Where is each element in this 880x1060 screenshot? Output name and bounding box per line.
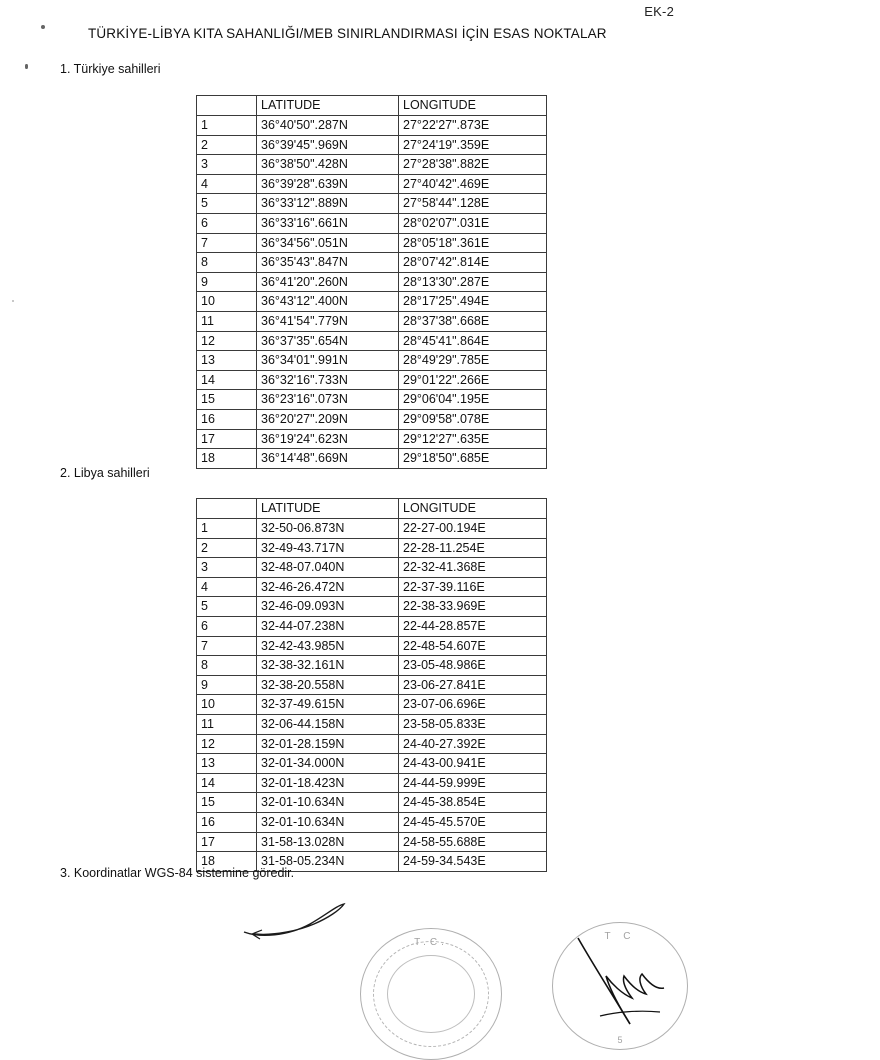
cell-latitude: 36°23'16".073N — [257, 390, 399, 410]
cell-longitude: 28°45'41".864E — [399, 331, 547, 351]
cell-index: 9 — [197, 272, 257, 292]
cell-index: 1 — [197, 116, 257, 136]
cell-index: 7 — [197, 636, 257, 656]
cell-longitude: 27°24'19".359E — [399, 135, 547, 155]
cell-latitude: 32-38-20.558N — [257, 675, 399, 695]
cell-index: 14 — [197, 773, 257, 793]
table-row — [197, 636, 547, 656]
cell-latitude: 36°41'20".260N — [257, 272, 399, 292]
cell-latitude: 36°43'12".400N — [257, 292, 399, 312]
scan-speck — [12, 300, 14, 302]
cell-index: 8 — [197, 656, 257, 676]
table-row — [197, 519, 547, 539]
cell-latitude: 36°33'12".889N — [257, 194, 399, 214]
table-row — [197, 390, 547, 410]
cell-longitude: 28°17'25".494E — [399, 292, 547, 312]
cell-index: 3 — [197, 155, 257, 175]
cell-latitude: 32-48-07.040N — [257, 558, 399, 578]
cell-latitude: 36°19'24".623N — [257, 429, 399, 449]
cell-longitude: 29°09'58".078E — [399, 409, 547, 429]
scan-speck — [41, 25, 45, 29]
table-row — [197, 253, 547, 273]
cell-longitude: 22-27-00.194E — [399, 519, 547, 539]
column-header-latitude: LATITUDE — [257, 96, 399, 116]
cell-longitude: 28°37'38".668E — [399, 311, 547, 331]
table-row — [197, 272, 547, 292]
cell-index: 14 — [197, 370, 257, 390]
cell-index: 2 — [197, 538, 257, 558]
table-row — [197, 616, 547, 636]
signature-right — [560, 920, 680, 1040]
column-header-index — [197, 499, 257, 519]
table-row — [197, 773, 547, 793]
cell-latitude: 32-46-09.093N — [257, 597, 399, 617]
cell-latitude: 32-50-06.873N — [257, 519, 399, 539]
cell-index: 17 — [197, 429, 257, 449]
cell-latitude: 32-01-10.634N — [257, 793, 399, 813]
cell-longitude: 22-44-28.857E — [399, 616, 547, 636]
cell-index: 18 — [197, 852, 257, 872]
table-row — [197, 449, 547, 469]
table-row — [197, 754, 547, 774]
column-header-latitude: LATITUDE — [257, 499, 399, 519]
table-row — [197, 409, 547, 429]
cell-longitude: 24-40-27.392E — [399, 734, 547, 754]
cell-index: 2 — [197, 135, 257, 155]
cell-longitude: 22-38-33.969E — [399, 597, 547, 617]
cell-index: 6 — [197, 616, 257, 636]
cell-longitude: 24-43-00.941E — [399, 754, 547, 774]
cell-latitude: 32-01-28.159N — [257, 734, 399, 754]
cell-index: 13 — [197, 754, 257, 774]
cell-longitude: 29°06'04".195E — [399, 390, 547, 410]
page-title: TÜRKİYE-LİBYA KITA SAHANLIĞI/MEB SINIRLANDIRMASI İÇİN ESAS NOKTALAR — [88, 26, 607, 41]
table-row — [197, 292, 547, 312]
table-row — [197, 116, 547, 136]
table-row — [197, 155, 547, 175]
table-row — [197, 213, 547, 233]
cell-index: 4 — [197, 174, 257, 194]
table-row — [197, 812, 547, 832]
cell-latitude: 32-01-34.000N — [257, 754, 399, 774]
cell-longitude: 29°01'22".266E — [399, 370, 547, 390]
table-row — [197, 656, 547, 676]
table-row — [197, 832, 547, 852]
scan-speck — [25, 64, 28, 69]
cell-index: 16 — [197, 812, 257, 832]
cell-index: 9 — [197, 675, 257, 695]
table-row — [197, 793, 547, 813]
cell-longitude: 28°49'29".785E — [399, 351, 547, 371]
cell-index: 10 — [197, 695, 257, 715]
cell-index: 11 — [197, 714, 257, 734]
cell-index: 7 — [197, 233, 257, 253]
official-stamp-left — [360, 928, 502, 1060]
cell-longitude: 24-45-45.570E — [399, 812, 547, 832]
cell-latitude: 32-49-43.717N — [257, 538, 399, 558]
table-header-row — [197, 96, 547, 116]
cell-longitude: 23-07-06.696E — [399, 695, 547, 715]
stamp-right-number: 5 — [617, 1035, 623, 1045]
table-row — [197, 351, 547, 371]
cell-longitude: 23-06-27.841E — [399, 675, 547, 695]
table-row — [197, 714, 547, 734]
table-row — [197, 429, 547, 449]
table-row — [197, 174, 547, 194]
cell-latitude: 36°39'28".639N — [257, 174, 399, 194]
cell-index: 15 — [197, 793, 257, 813]
cell-latitude: 32-44-07.238N — [257, 616, 399, 636]
cell-index: 11 — [197, 311, 257, 331]
stamp-ring-inner — [387, 955, 475, 1033]
cell-latitude: 32-06-44.158N — [257, 714, 399, 734]
section-heading-libya: 2. Libya sahilleri — [60, 466, 150, 480]
cell-longitude: 24-58-55.688E — [399, 832, 547, 852]
cell-index: 6 — [197, 213, 257, 233]
cell-index: 1 — [197, 519, 257, 539]
cell-index: 5 — [197, 194, 257, 214]
cell-latitude: 32-01-10.634N — [257, 812, 399, 832]
cell-longitude: 29°18'50".685E — [399, 449, 547, 469]
cell-latitude: 36°37'35".654N — [257, 331, 399, 351]
table-row — [197, 311, 547, 331]
section-heading-datum-note: 3. Koordinatlar WGS-84 sistemine göredir. — [60, 866, 295, 880]
stamp-left-text: T.C. — [414, 937, 448, 948]
cell-longitude: 23-58-05.833E — [399, 714, 547, 734]
table-row — [197, 695, 547, 715]
table-row — [197, 370, 547, 390]
cell-latitude: 36°40'50".287N — [257, 116, 399, 136]
cell-longitude: 27°28'38".882E — [399, 155, 547, 175]
cell-index: 8 — [197, 253, 257, 273]
signature-left — [240, 898, 350, 948]
cell-longitude: 22-37-39.116E — [399, 577, 547, 597]
table-libya-coordinates — [196, 498, 547, 872]
cell-latitude: 31-58-13.028N — [257, 832, 399, 852]
cell-longitude: 24-45-38.854E — [399, 793, 547, 813]
annex-label: EK-2 — [644, 4, 674, 19]
cell-longitude: 27°58'44".128E — [399, 194, 547, 214]
cell-longitude: 27°22'27".873E — [399, 116, 547, 136]
table-row — [197, 597, 547, 617]
cell-index: 12 — [197, 734, 257, 754]
section-heading-turkey: 1. Türkiye sahilleri — [60, 62, 161, 76]
cell-latitude: 32-38-32.161N — [257, 656, 399, 676]
cell-longitude: 28°13'30".287E — [399, 272, 547, 292]
cell-longitude: 24-59-34.543E — [399, 852, 547, 872]
cell-longitude: 22-32-41.368E — [399, 558, 547, 578]
column-header-index — [197, 96, 257, 116]
cell-latitude: 32-37-49.615N — [257, 695, 399, 715]
table-row — [197, 331, 547, 351]
cell-latitude: 36°20'27".209N — [257, 409, 399, 429]
table-header-row — [197, 499, 547, 519]
stamp-right-text: T C — [604, 931, 636, 942]
cell-longitude: 27°40'42".469E — [399, 174, 547, 194]
cell-longitude: 22-28-11.254E — [399, 538, 547, 558]
cell-index: 15 — [197, 390, 257, 410]
cell-latitude: 31-58-05.234N — [257, 852, 399, 872]
table-row — [197, 538, 547, 558]
cell-index: 4 — [197, 577, 257, 597]
cell-latitude: 36°32'16".733N — [257, 370, 399, 390]
cell-index: 18 — [197, 449, 257, 469]
cell-latitude: 36°33'16".661N — [257, 213, 399, 233]
cell-longitude: 28°07'42".814E — [399, 253, 547, 273]
table-turkey-coordinates — [196, 95, 547, 469]
cell-longitude: 28°02'07".031E — [399, 213, 547, 233]
table-row — [197, 194, 547, 214]
column-header-longitude: LONGITUDE — [399, 499, 547, 519]
table-row — [197, 675, 547, 695]
cell-latitude: 32-46-26.472N — [257, 577, 399, 597]
cell-latitude: 32-01-18.423N — [257, 773, 399, 793]
cell-index: 13 — [197, 351, 257, 371]
table-row — [197, 135, 547, 155]
cell-latitude: 36°34'56".051N — [257, 233, 399, 253]
cell-latitude: 36°41'54".779N — [257, 311, 399, 331]
table-row — [197, 734, 547, 754]
cell-longitude: 22-48-54.607E — [399, 636, 547, 656]
cell-latitude: 36°38'50".428N — [257, 155, 399, 175]
cell-index: 3 — [197, 558, 257, 578]
cell-latitude: 36°39'45".969N — [257, 135, 399, 155]
cell-index: 5 — [197, 597, 257, 617]
cell-index: 10 — [197, 292, 257, 312]
cell-longitude: 23-05-48.986E — [399, 656, 547, 676]
table-row — [197, 233, 547, 253]
cell-latitude: 36°14'48".669N — [257, 449, 399, 469]
cell-index: 17 — [197, 832, 257, 852]
table-row — [197, 577, 547, 597]
cell-longitude: 28°05'18".361E — [399, 233, 547, 253]
cell-latitude: 32-42-43.985N — [257, 636, 399, 656]
table-row — [197, 558, 547, 578]
cell-longitude: 29°12'27".635E — [399, 429, 547, 449]
column-header-longitude: LONGITUDE — [399, 96, 547, 116]
cell-longitude: 24-44-59.999E — [399, 773, 547, 793]
cell-index: 12 — [197, 331, 257, 351]
cell-index: 16 — [197, 409, 257, 429]
cell-latitude: 36°35'43".847N — [257, 253, 399, 273]
cell-latitude: 36°34'01".991N — [257, 351, 399, 371]
